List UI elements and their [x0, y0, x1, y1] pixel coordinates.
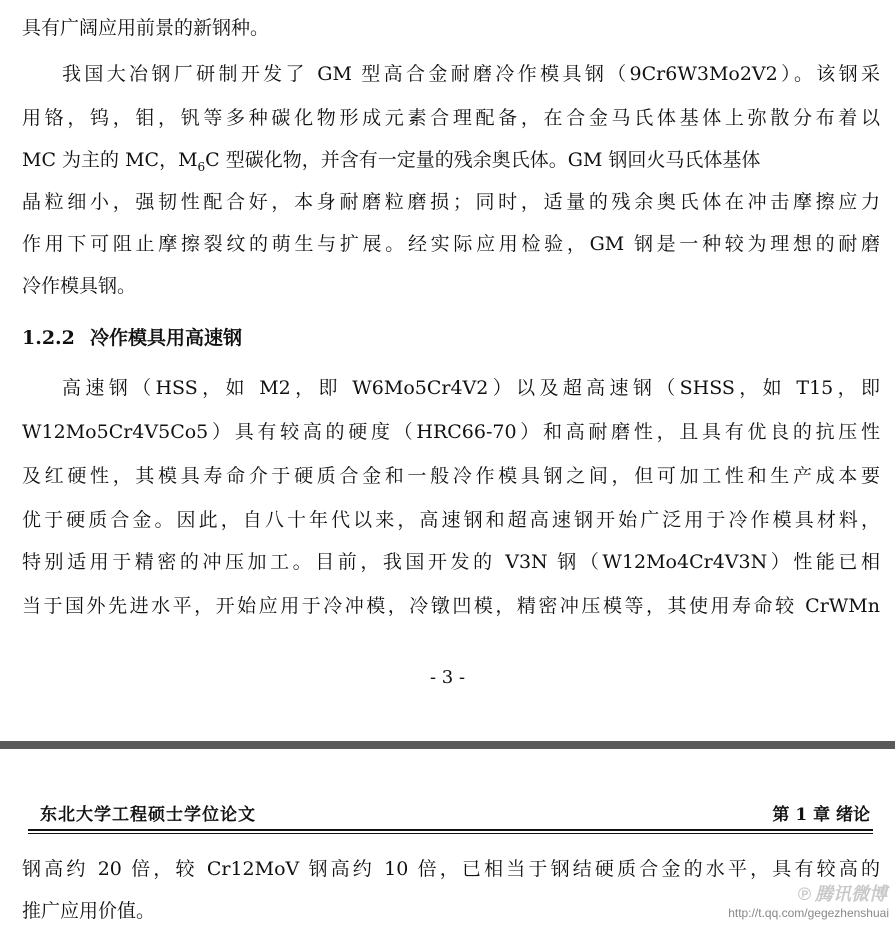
text-line: 我国大冶钢厂研制开发了 GM 型高合金耐磨冷作模具钢（9Cr6W3Mo2V2）。该钢采	[62, 63, 880, 85]
text-line: 作用下可阻止摩擦裂纹的萌生与扩展。经实际应用检验，GM 钢是一种较为理想的耐磨	[22, 233, 880, 255]
weibo-icon: ℗	[797, 884, 811, 904]
section-number: 1.2.2	[22, 327, 75, 349]
section-title: 冷作模具用高速钢	[90, 327, 243, 349]
text-line: 冷作模具钢。	[22, 275, 137, 297]
header-thesis-title: 东北大学工程硕士学位论文	[40, 805, 256, 825]
header-rule	[28, 833, 873, 834]
text-line	[22, 148, 880, 179]
watermark-text: 腾讯微博	[815, 884, 887, 904]
text-fragment: MC 为主的 MC，M	[22, 149, 198, 171]
text-line: 高速钢（HSS，如 M2，即 W6Mo5Cr4V2）以及超高速钢（SHSS，如 T15，即	[62, 377, 880, 399]
text-line: W12Mo5Cr4V5Co5）具有较高的硬度（HRC66-70）和高耐磨性，且具有优良的抗压性	[22, 421, 880, 443]
watermark-logo	[798, 880, 887, 906]
text-line: 推广应用价值。	[22, 900, 156, 922]
page-divider	[0, 741, 895, 749]
text-line: 优于硬质合金。因此，自八十年代以来，高速钢和超高速钢开始广泛用于冷作模具材料，	[22, 509, 880, 531]
text-fragment: C 型碳化物，并含有一定量的残余奥氏体。GM 钢回火马氏体基体	[205, 149, 761, 171]
text-line: 具有广阔应用前景的新钢种。	[22, 17, 270, 39]
header-chapter: 第 1 章 绪论	[772, 805, 870, 825]
text-line: 特别适用于精密的冲压加工。目前，我国开发的 V3N 钢（W12Mo4Cr4V3N）性能已相	[22, 551, 880, 573]
section-heading	[22, 326, 880, 350]
text-line: 用铬，钨，钼，钒等多种碳化物形成元素合理配备，在合金马氏体基体上弥散分布着以	[22, 107, 880, 129]
text-line: 当于国外先进水平，开始应用于冷冲模，冷镦凹模，精密冲压模等，其使用寿命较 CrWMn	[22, 595, 880, 617]
page-number: - 3 -	[429, 667, 466, 688]
subscript: 6	[197, 159, 206, 174]
text-line: 及红硬性，其模具寿命介于硬质合金和一般冷作模具钢之间，但可加工性和生产成本要	[22, 465, 880, 487]
watermark-url: http://t.qq.com/gegezhenshuai	[728, 906, 889, 920]
text-line: 钢高约 20 倍，较 Cr12MoV 钢高约 10 倍，已相当于钢结硬质合金的水平，具有较高的	[22, 858, 880, 880]
text-line: 晶粒细小，强韧性配合好，本身耐磨粒磨损；同时，适量的残余奥氏体在冲击摩擦应力	[22, 191, 880, 213]
header-rule	[28, 829, 873, 831]
